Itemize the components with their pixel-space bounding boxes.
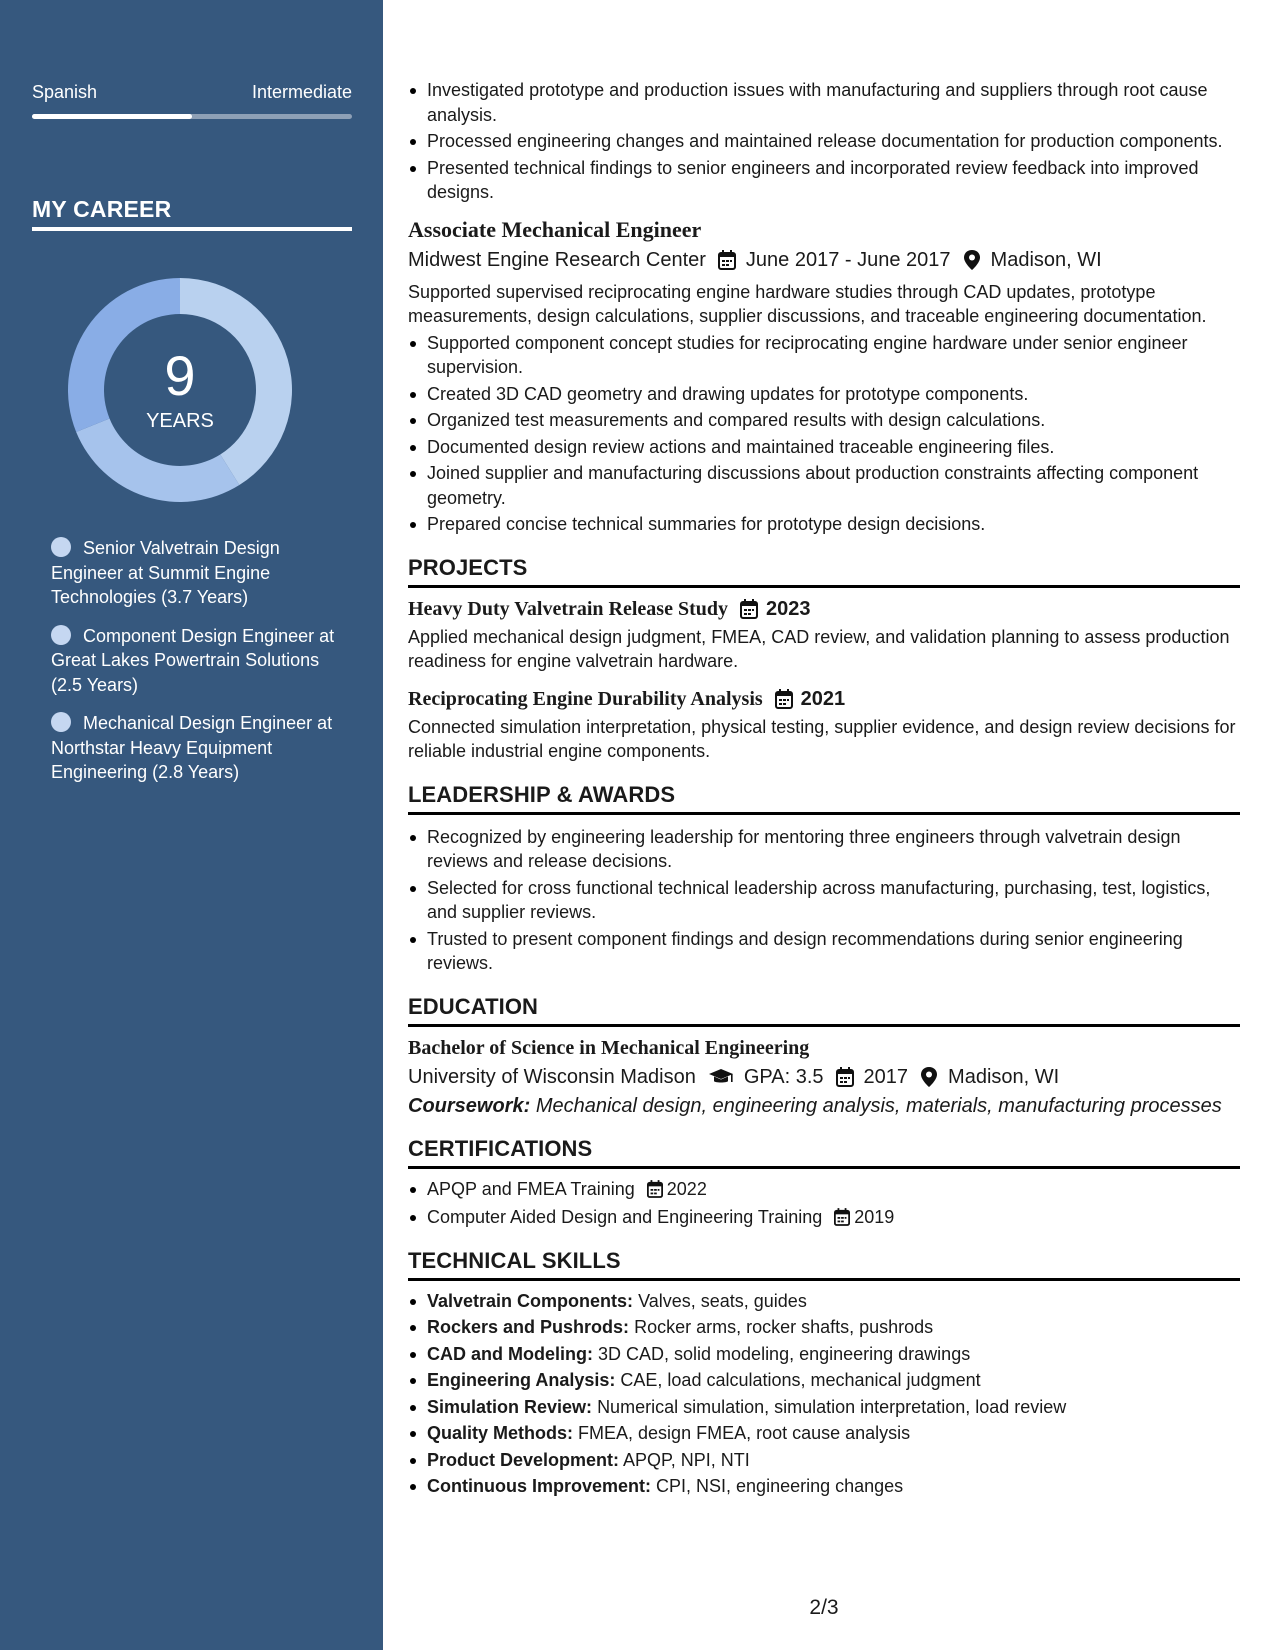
- skill-item: [408, 1289, 1240, 1314]
- location-pin-icon: [920, 1067, 938, 1087]
- career-heading-underline: [32, 227, 352, 231]
- graduation-cap-icon: [708, 1067, 734, 1087]
- project-title: Reciprocating Engine Durability Analysis: [408, 687, 763, 710]
- language-row: [32, 82, 352, 103]
- calendar-icon: [740, 599, 758, 619]
- certifications-list: [408, 1177, 1240, 1230]
- project-title: Heavy Duty Valvetrain Release Study: [408, 597, 728, 620]
- job-description: Supported supervised reciprocating engine hardware studies through CAD updates, prototype measurements, design calculations, supplier discussions, and traceable engineering documentation.: [408, 281, 1207, 326]
- project-year: 2021: [800, 687, 846, 710]
- education-gpa: GPA: 3.5: [743, 1065, 824, 1088]
- skill-item: [408, 1368, 1240, 1393]
- skill-value: 3D CAD, solid modeling, engineering drawings: [598, 1343, 971, 1364]
- language-name: Spanish: [32, 82, 98, 102]
- projects-heading: PROJECTS: [408, 555, 1240, 588]
- skills-list: [408, 1289, 1240, 1499]
- sidebar: [0, 0, 383, 1650]
- language-proficiency-bar: [32, 114, 352, 119]
- calendar-icon: [775, 689, 793, 709]
- bullet-item: Selected for cross functional technical leadership across manufacturing, purchasing, test, logistics, and supplier reviews.: [408, 876, 1240, 925]
- education-degree: Bachelor of Science in Mechanical Engineering: [408, 1036, 810, 1059]
- certification-year: 2022: [666, 1178, 707, 1199]
- education-coursework: [408, 1095, 1240, 1118]
- job-location: Madison, WI: [990, 248, 1102, 271]
- career-dot-icon: [51, 712, 71, 732]
- career-item-text: Senior Valvetrain Design Engineer at Summit Engine Technologies (3.7 Years): [51, 538, 280, 607]
- leadership-heading: LEADERSHIP & AWARDS: [408, 782, 1240, 815]
- career-dot-icon: [51, 625, 71, 645]
- certification-item: [408, 1177, 1240, 1202]
- calendar-icon: [718, 250, 736, 270]
- job-dates: June 2017 - June 2017: [745, 248, 951, 271]
- calendar-icon: [836, 1067, 854, 1087]
- skill-value: FMEA, design FMEA, root cause analysis: [578, 1423, 911, 1443]
- project-description: Connected simulation interpretation, physical testing, supplier evidence, and design review decisions for reliable industrial engine components.: [408, 716, 1236, 761]
- project-description: Applied mechanical design judgment, FMEA, CAD review, and validation planning to assess production readiness for engine valvetrain hardware.: [408, 626, 1230, 671]
- career-item: [51, 624, 341, 698]
- bullet-item: Created 3D CAD geometry and drawing updates for prototype components.: [408, 382, 1240, 407]
- project-title-row: [408, 598, 1240, 621]
- certification-year: 2019: [854, 1207, 895, 1227]
- certification-name: APQP and FMEA Training: [427, 1178, 635, 1199]
- job-title: Associate Mechanical Engineer: [408, 216, 702, 242]
- skill-item: [408, 1448, 1240, 1473]
- skill-value: CAE, load calculations, mechanical judgment: [620, 1370, 981, 1390]
- bullet-item: Investigated prototype and production issues with manufacturing and suppliers through root cause analysis.: [408, 78, 1240, 127]
- project-year: 2023: [766, 597, 811, 620]
- skill-item: [408, 1421, 1240, 1446]
- previous-job-bullets: [408, 78, 1240, 205]
- skill-item: [408, 1315, 1240, 1340]
- coursework-label: Coursework:: [408, 1094, 531, 1117]
- certification-item: [408, 1205, 1240, 1230]
- bullet-item: Recognized by engineering leadership for mentoring three engineers through valvetrain design reviews and release decisions.: [408, 825, 1240, 874]
- language-level: Intermediate: [251, 82, 352, 102]
- job-bullets: [408, 331, 1240, 537]
- education-heading: EDUCATION: [408, 994, 1240, 1027]
- career-item-text: Component Design Engineer at Great Lakes Powertrain Solutions (2.5 Years): [51, 625, 335, 695]
- skill-label: Valvetrain Components:: [427, 1290, 634, 1311]
- project-title-row: [408, 688, 1240, 711]
- leadership-bullets: [408, 825, 1240, 976]
- education-meta: [408, 1066, 1240, 1089]
- job-meta: [408, 249, 1240, 272]
- language-proficiency-fill: [32, 114, 192, 119]
- certifications-heading: CERTIFICATIONS: [408, 1136, 1240, 1169]
- career-item-text: Mechanical Design Engineer at Northstar Heavy Equipment Engineering (2.8 Years): [51, 713, 333, 782]
- page-number: 2/3: [809, 1596, 839, 1619]
- skill-label: Product Development:: [427, 1449, 620, 1470]
- skill-value: APQP, NPI, NTI: [623, 1449, 750, 1470]
- donut-years-label: YEARS: [146, 410, 214, 432]
- bullet-item: Processed engineering changes and maintained release documentation for production components.: [408, 129, 1240, 154]
- skill-label: CAD and Modeling:: [427, 1343, 593, 1364]
- donut-years-number: 9: [164, 344, 196, 407]
- bullet-item: Documented design review actions and maintained traceable engineering files.: [408, 435, 1240, 460]
- bullet-item: Trusted to present component findings and design recommendations during senior engineering reviews.: [408, 927, 1240, 976]
- certification-name: Computer Aided Design and Engineering Training: [427, 1207, 823, 1227]
- skill-item: [408, 1395, 1240, 1420]
- education-school: University of Wisconsin Madison: [408, 1065, 696, 1088]
- skill-label: Rockers and Pushrods:: [427, 1317, 630, 1337]
- skill-value: Valves, seats, guides: [638, 1290, 807, 1311]
- career-heading: MY CAREER: [32, 196, 172, 222]
- bullet-item: Prepared concise technical summaries for prototype design decisions.: [408, 512, 1240, 537]
- skills-heading: TECHNICAL SKILLS: [408, 1248, 1240, 1281]
- coursework-text: Mechanical design, engineering analysis, materials, manufacturing processes: [535, 1094, 1222, 1117]
- skill-item: [408, 1342, 1240, 1367]
- bullet-item: Presented technical findings to senior engineers and incorporated review feedback into improved designs.: [408, 156, 1240, 205]
- main-content: [408, 78, 1240, 1501]
- skill-value: Rocker arms, rocker shafts, pushrods: [634, 1317, 934, 1337]
- skill-value: CPI, NSI, engineering changes: [656, 1476, 904, 1496]
- skill-value: Numerical simulation, simulation interpretation, load review: [597, 1396, 1067, 1417]
- skill-label: Quality Methods:: [427, 1423, 574, 1443]
- bullet-item: Joined supplier and manufacturing discussions about production constraints affecting component geometry.: [408, 461, 1240, 510]
- skill-item: [408, 1474, 1240, 1499]
- skill-label: Simulation Review:: [427, 1396, 593, 1417]
- career-years-donut: [64, 274, 296, 506]
- calendar-icon: [834, 1208, 850, 1226]
- location-pin-icon: [963, 250, 981, 270]
- skill-label: Engineering Analysis:: [427, 1370, 616, 1390]
- bullet-item: Organized test measurements and compared results with design calculations.: [408, 408, 1240, 433]
- job-company: Midwest Engine Research Center: [408, 248, 706, 271]
- career-item: [51, 536, 341, 610]
- career-dot-icon: [51, 537, 71, 557]
- skill-label: Continuous Improvement:: [427, 1476, 651, 1496]
- bullet-item: Supported component concept studies for reciprocating engine hardware under senior engineer supervision.: [408, 331, 1240, 380]
- calendar-icon: [647, 1180, 663, 1198]
- education-location: Madison, WI: [948, 1065, 1060, 1088]
- career-list: [51, 536, 341, 799]
- career-item: [51, 711, 341, 785]
- education-year: 2017: [863, 1065, 909, 1088]
